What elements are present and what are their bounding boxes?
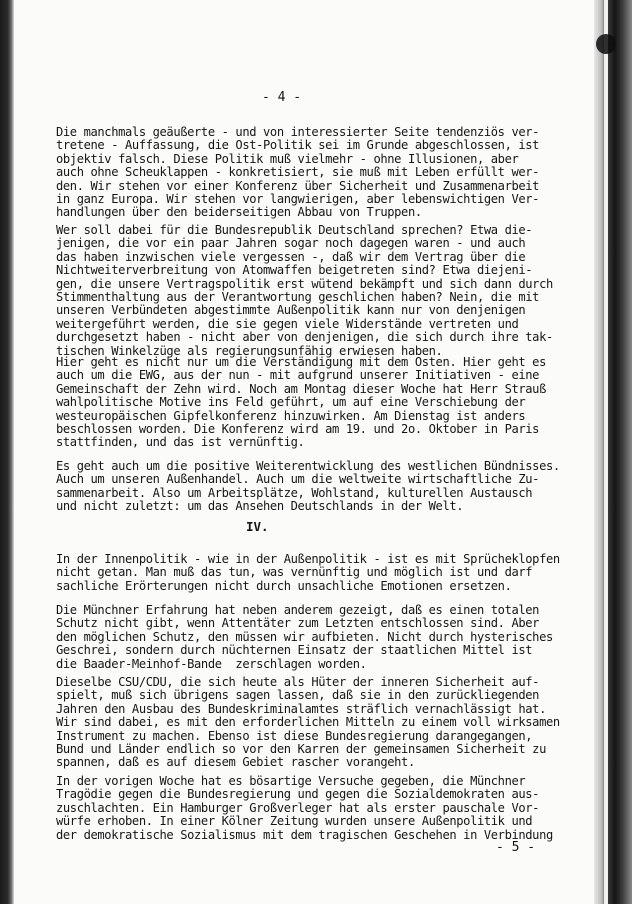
- text-line: Gemeinschaft der Zehn wird. Noch am Montag dieser Woche hat Herr Strauß: [56, 381, 546, 396]
- text-line: zuschlachten. Ein Hamburger Großverleger hat als erster pauschale Vor-: [56, 800, 540, 815]
- text-line: Die manchmals geäußerte - und von interessierter Seite tendenziös ver-: [56, 125, 540, 139]
- text-line: spannen, daß es auf diesem Gebiet rascher vorangeht.: [56, 755, 415, 770]
- text-line: Dieselbe CSU/CDU, die sich heute als Hüter der inneren Sicherheit auf-: [56, 675, 540, 689]
- page-number: - 4 -: [262, 90, 302, 105]
- text-line: Geschrei, sondern durch nüchternen Einsatz der staatlichen Mittel ist: [56, 643, 533, 658]
- text-line: Jahren den Ausbau des Bundeskriminalamtes sträflich vernachlässigt hat.: [56, 701, 546, 716]
- text-line: unseren Verbündeten abgestimmte Außenpolitik kann nur von denjenigen: [56, 303, 526, 318]
- text-line: der demokratische Sozialismus mit dem tragischen Geschehen in Verbindung: [56, 827, 553, 842]
- text-line: Schutz nicht gibt, wenn Attentäter zum Letzten entschlossen sind. Aber: [56, 616, 540, 631]
- text-line: Instrument zu machen. Ebenso ist diese Bundesregierung darangegangen,: [56, 728, 533, 743]
- text-line: nicht getan. Man muß das tun, was vernünftig und möglich ist und darf: [56, 565, 533, 580]
- text-line: würfe erhoben. In einer Kölner Zeitung wurden unsere Außenpolitik und: [56, 814, 533, 829]
- text-line: Die Münchner Erfahrung hat neben anderem gezeigt, daß es einen totalen: [56, 603, 540, 617]
- text-line: In der vorigen Woche hat es bösartige Versuche gegeben, die Münchner: [56, 774, 526, 788]
- text-line: die Baader-Meinhof-Bande zerschlagen worden.: [56, 656, 367, 671]
- text-line: Wir sind dabei, es mit den erforderlichen Mitteln zu einem voll wirksamen: [56, 715, 560, 730]
- text-line: westeuropäischen Gipfelkonferenz hinzuwirken. Am Dienstag ist anders: [56, 408, 526, 423]
- text-line: wahlpolitische Motive ins Feld geführt, um auf eine Verschiebung der: [56, 395, 526, 410]
- text-line: Es geht auch um die positive Weiterentwicklung des westlichen Bündnisses.: [56, 459, 560, 473]
- next-page-number: - 5 -: [496, 840, 536, 855]
- text-line: den möglichen Schutz, den müssen wir aufbieten. Nicht durch hysterisches: [56, 629, 553, 644]
- text-line: Auch um unseren Außenhandel. Auch um die weltweite wirtschaftliche Zu-: [56, 472, 540, 487]
- text-line: In der Innenpolitik - wie in der Außenpolitik - ist es mit Sprücheklopfen: [56, 552, 560, 566]
- paragraph-2: [56, 224, 578, 358]
- text-line: gen, die unsere Vertragspolitik erst wütend bekämpft und sich dann durch: [56, 276, 553, 291]
- text-line: Bund und Länder endlich so vor den Karren der gemeinsamen Sicherheit zu: [56, 741, 546, 756]
- binder-hole-mark: [596, 34, 616, 54]
- text-line: auch um die EWG, aus der nun - mit aufgrund unserer Initiativen - eine: [56, 368, 540, 383]
- text-line: jenigen, die vor ein paar Jahren sogar noch dagegen waren - und auch: [56, 236, 526, 251]
- text-line: Nichtweiterverbreitung von Atomwaffen beigetreten sind? Etwa diejeni-: [56, 263, 533, 278]
- text-line: Wer soll dabei für die Bundesrepublik Deutschland sprechen? Etwa die-: [56, 223, 533, 237]
- text-line: auch ohne Scheuklappen - konkretisiert, sie muß mit Leben erfüllt wer-: [56, 165, 540, 180]
- text-line: und nicht zuletzt: um das Ansehen Deutschlands in der Welt.: [56, 499, 464, 514]
- paragraph-5: [56, 553, 578, 593]
- paragraph-4: [56, 460, 578, 514]
- text-line: weitergeführt werden, die sie gegen viele Widerstände vertreten und: [56, 316, 519, 331]
- text-line: das haben inzwischen viele vergessen -, daß wir dem Vertrag über die: [56, 249, 526, 264]
- text-line: beschlossen worden. Die Konferenz wird am 19. und 2o. Oktober in Paris: [56, 421, 540, 436]
- paragraph-3: [56, 356, 578, 450]
- text-line: durchgesetzt haben - nicht aber von denjenigen, die sich durch ihre tak-: [56, 330, 553, 345]
- text-line: den. Wir stehen vor einer Konferenz über Sicherheit und Zusammenarbeit: [56, 178, 540, 193]
- paragraph-8: [56, 775, 578, 842]
- text-line: sammenarbeit. Also um Arbeitsplätze, Wohlstand, kulturellen Austausch: [56, 485, 533, 500]
- text-line: handlungen über den beiderseitigen Abbau von Truppen.: [56, 205, 422, 220]
- text-line: Stimmenthaltung aus der Verantwortung geschlichen haben? Nein, die mit: [56, 289, 540, 304]
- text-line: Hier geht es nicht nur um die Verständigung mit dem Osten. Hier geht es: [56, 355, 546, 369]
- text-line: in ganz Europa. Wir stehen vor langwierigen, aber lebenswichtigen Ver-: [56, 191, 540, 206]
- scan-edge-right: [594, 0, 632, 904]
- text-line: tischen Winkelzüge als regierungsunfähig erwiesen haben.: [56, 343, 443, 358]
- paragraph-7: [56, 676, 578, 770]
- section-heading: IV.: [246, 519, 269, 534]
- text-line: objektiv falsch. Diese Politik muß vielmehr - ohne Illusionen, aber: [56, 151, 519, 166]
- text-line: stattfinden, und das ist vernünftig.: [56, 435, 305, 450]
- scan-edge-left: [0, 0, 14, 904]
- paragraph-6: [56, 604, 578, 671]
- paragraph-1: [56, 126, 578, 220]
- text-line: Tragödie gegen die Bundesregierung und gegen die Sozialdemokraten aus-: [56, 787, 540, 802]
- text-line: spielt, muß sich übrigens sagen lassen, daß sie in den zurückliegenden: [56, 688, 540, 703]
- scan-edge-right-highlight: [604, 0, 608, 904]
- text-line: tretene - Auffassung, die Ost-Politik sei im Grunde abgeschlossen, ist: [56, 138, 540, 153]
- text-line: sachliche Erörterungen nicht durch unsachliche Emotionen ersetzen.: [56, 578, 512, 593]
